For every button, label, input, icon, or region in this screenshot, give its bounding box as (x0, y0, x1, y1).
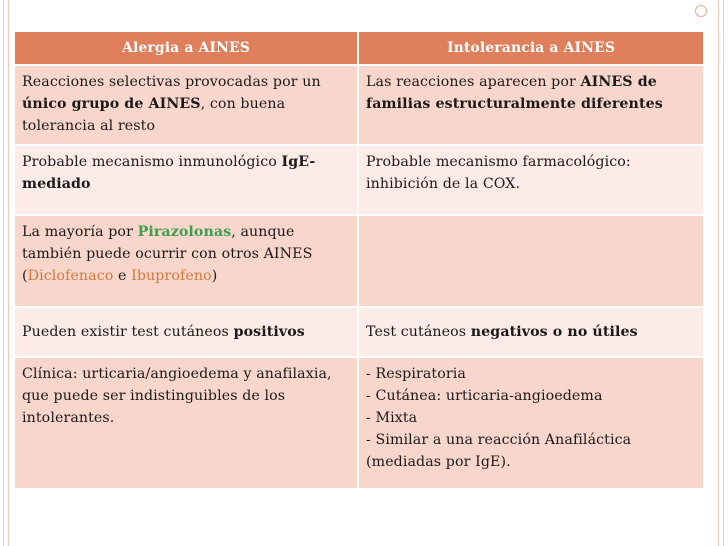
cell-intolerancia-clinica (358, 357, 704, 489)
cell-alergia-farmacos (14, 215, 358, 307)
slide-corner-ornament (695, 5, 707, 17)
cell-text: , aunque también puede ocurrir con otros AINES ( (22, 224, 313, 284)
slide-frame-right-inner (718, 0, 719, 546)
cell-alergia-clinica (14, 357, 358, 489)
table-row (14, 357, 704, 489)
slide-frame-left-outer (3, 0, 4, 546)
cell-bold-text: negativos o no útiles (470, 323, 638, 340)
cell-intolerancia-farmacos (358, 215, 704, 307)
table-header-row (14, 31, 704, 65)
header-alergia: Alergia a AINES (14, 31, 358, 65)
cell-highlight-green: Pirazolonas (137, 224, 232, 240)
cell-bold-text: AINES de familias estructuralmente diferentes (366, 74, 663, 112)
cell-bold-text: único grupo de AINES (22, 96, 201, 112)
cell-bold-text: positivos (233, 323, 305, 340)
cell-text: Probable mecanismo farmacológico: inhibición de la COX. (366, 154, 631, 192)
cell-text: La mayoría por (22, 224, 138, 240)
cell-text: Reacciones selectivas provocadas por un (22, 74, 321, 90)
cell-intolerancia-mecanismo (358, 145, 704, 215)
table-row (14, 307, 704, 357)
cell-highlight-orange: Ibuprofeno (131, 268, 212, 284)
table-row (14, 145, 704, 215)
slide-frame-left-inner (8, 0, 9, 546)
cell-text: , con buena tolerancia al resto (22, 96, 286, 134)
list-item: - Cutánea: urticaria-angioedema (366, 388, 603, 404)
slide-frame-right-outer (723, 0, 724, 546)
cell-text: e (113, 268, 132, 284)
cell-intolerancia-test (358, 307, 704, 357)
list-item: - Mixta (366, 410, 418, 426)
comparison-table (13, 30, 705, 490)
cell-alergia-test (14, 307, 358, 357)
list-item: - Similar a una reacción Anafiláctica (mediadas por IgE). (366, 432, 632, 470)
cell-text: Pueden existir test cutáneos (22, 323, 234, 340)
cell-text: Clínica: urticaria/angioedema y anafilaxia, que puede ser indistinguibles de los intolerantes. (22, 366, 332, 426)
cell-alergia-mecanismo (14, 145, 358, 215)
cell-text: Test cutáneos (366, 323, 471, 340)
cell-text: ) (211, 268, 218, 284)
cell-bold-text: IgE-mediado (22, 154, 316, 192)
table-row (14, 215, 704, 307)
table-row (14, 65, 704, 145)
list-item: - Respiratoria (366, 366, 466, 382)
cell-highlight-orange: Diclofenaco (27, 268, 114, 284)
cell-alergia-reacciones (14, 65, 358, 145)
cell-text: Las reacciones aparecen por (366, 74, 581, 90)
header-intolerancia: Intolerancia a AINES (358, 31, 704, 65)
cell-intolerancia-reacciones (358, 65, 704, 145)
cell-text: Probable mecanismo inmunológico (22, 154, 282, 170)
